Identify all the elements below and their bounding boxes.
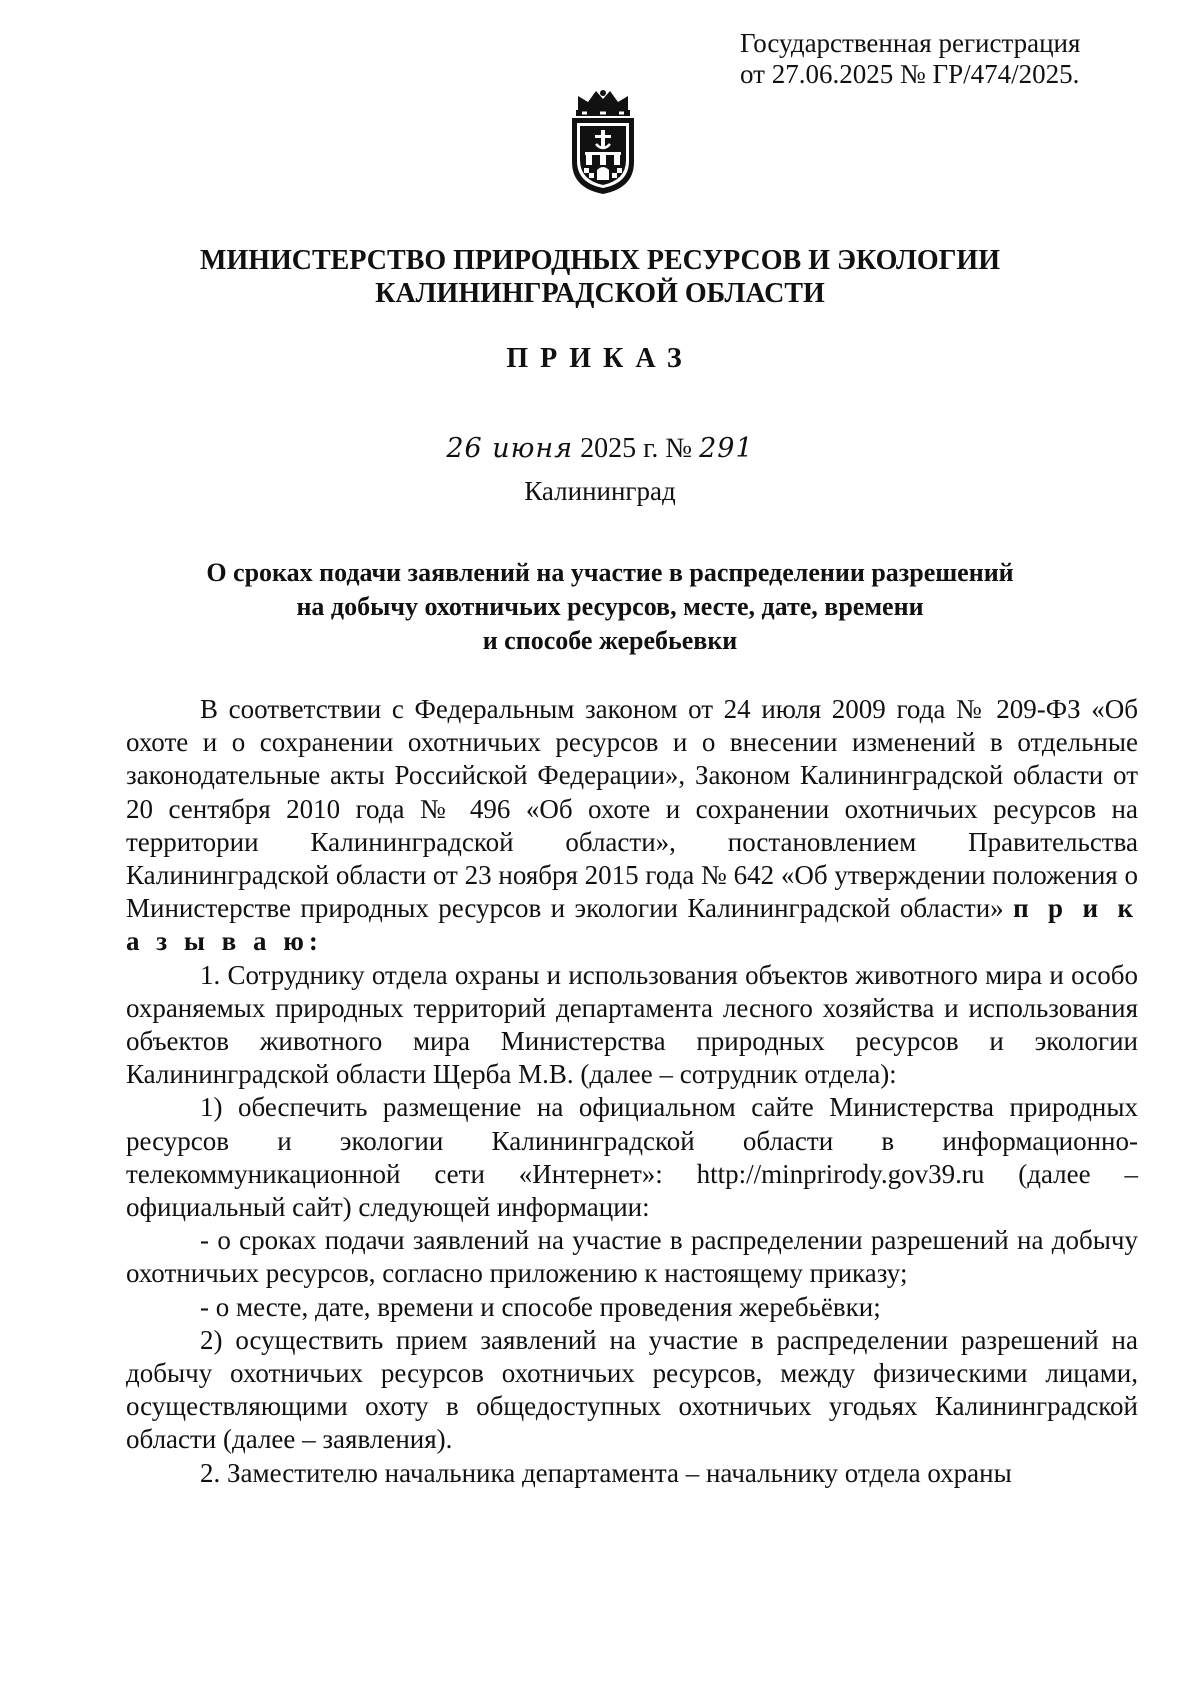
handwritten-order-number: 291 — [699, 433, 754, 464]
clause-2: 2. Заместителю начальника департамента – начальнику отдела охраны — [200, 1457, 1012, 1488]
subject-line-2: на добычу охотничьих ресурсов, месте, дате, времени — [296, 592, 924, 621]
preamble-text: В соответствии с Федеральным законом от 24 июля 2009 года № 209-ФЗ «Об охоте и о сохранении охотничьих ресурсов и о внесении изменений в отдельные законодательные акты Российской Федерации», Законом Калининградской области от 20 сентября 2010 года № 496 «Об охоте и сохранении охотничьих ресурсов на территории Калининградской области», постановлением Правительства Калининградской области от 23 ноября 2015 года № 642 «Об утверждении положения о Министерстве природных ресурсов и экологии Калининградской области» — [126, 694, 1138, 924]
ministry-name — [150, 244, 1050, 310]
registration-line-1: Государственная регистрация — [740, 28, 1081, 58]
order-body — [126, 693, 1138, 1490]
order-city: Калининград — [524, 476, 676, 506]
clause-1: 1. Сотруднику отдела охраны и использования объектов животного мира и особо охраняемых природных территорий департамента лесного хозяйства и использования объектов животного мира Министерства природных ресурсов и экологии Калининградской области Щерба М.В. (далее – сотрудник отдела): — [126, 959, 1138, 1090]
order-year-label: 2025 г. № — [580, 433, 693, 464]
clause-1-1-a: - о сроках подачи заявлений на участие в распределении разрешений на добычу охотничьих ресурсов, согласно приложению к настоящему приказу; — [126, 1225, 1138, 1289]
order-date-number — [150, 432, 1050, 466]
clause-1-2: 2) осуществить прием заявлений на участие в распределении разрешений на добычу охотничьих ресурсов охотничьих ресурсов, между физическими лицами, осуществляющими охоту в общедоступных охотничьих угодьях Калининградской области (далее – заявления). — [126, 1324, 1138, 1455]
state-registration-note — [740, 28, 1080, 90]
order-subject — [150, 556, 1070, 658]
subject-line-1: О сроках подачи заявлений на участие в распределении разрешений — [206, 558, 1014, 587]
subject-line-3: и способе жеребьевки — [482, 626, 738, 655]
clause-1-1: 1) обеспечить размещение на официальном сайте Министерства природных ресурсов и экологии Калининградской области в информационно-телекоммуникационной сети «Интернет»: http://minprirody.gov39.ru (далее – официальный сайт) следующей информации: — [126, 1092, 1138, 1223]
document-type-title: ПРИКАЗ — [506, 343, 694, 374]
handwritten-date: 26 июня — [446, 433, 574, 464]
coat-of-arms-icon — [568, 88, 638, 196]
preamble-paragraph — [126, 693, 1138, 959]
order-directive: п р и к а з ы в а ю: — [126, 893, 1139, 957]
clause-1-1-b: - о месте, дате, времени и способе проведения жеребьёвки; — [200, 1291, 881, 1322]
ministry-name-line-2: КАЛИНИНГРАДСКОЙ ОБЛАСТИ — [375, 278, 825, 309]
ministry-name-line-1: МИНИСТЕРСТВО ПРИРОДНЫХ РЕСУРСОВ И ЭКОЛОГИИ — [200, 245, 1000, 276]
registration-line-2: от 27.06.2025 № ГР/474/2025. — [740, 59, 1080, 89]
